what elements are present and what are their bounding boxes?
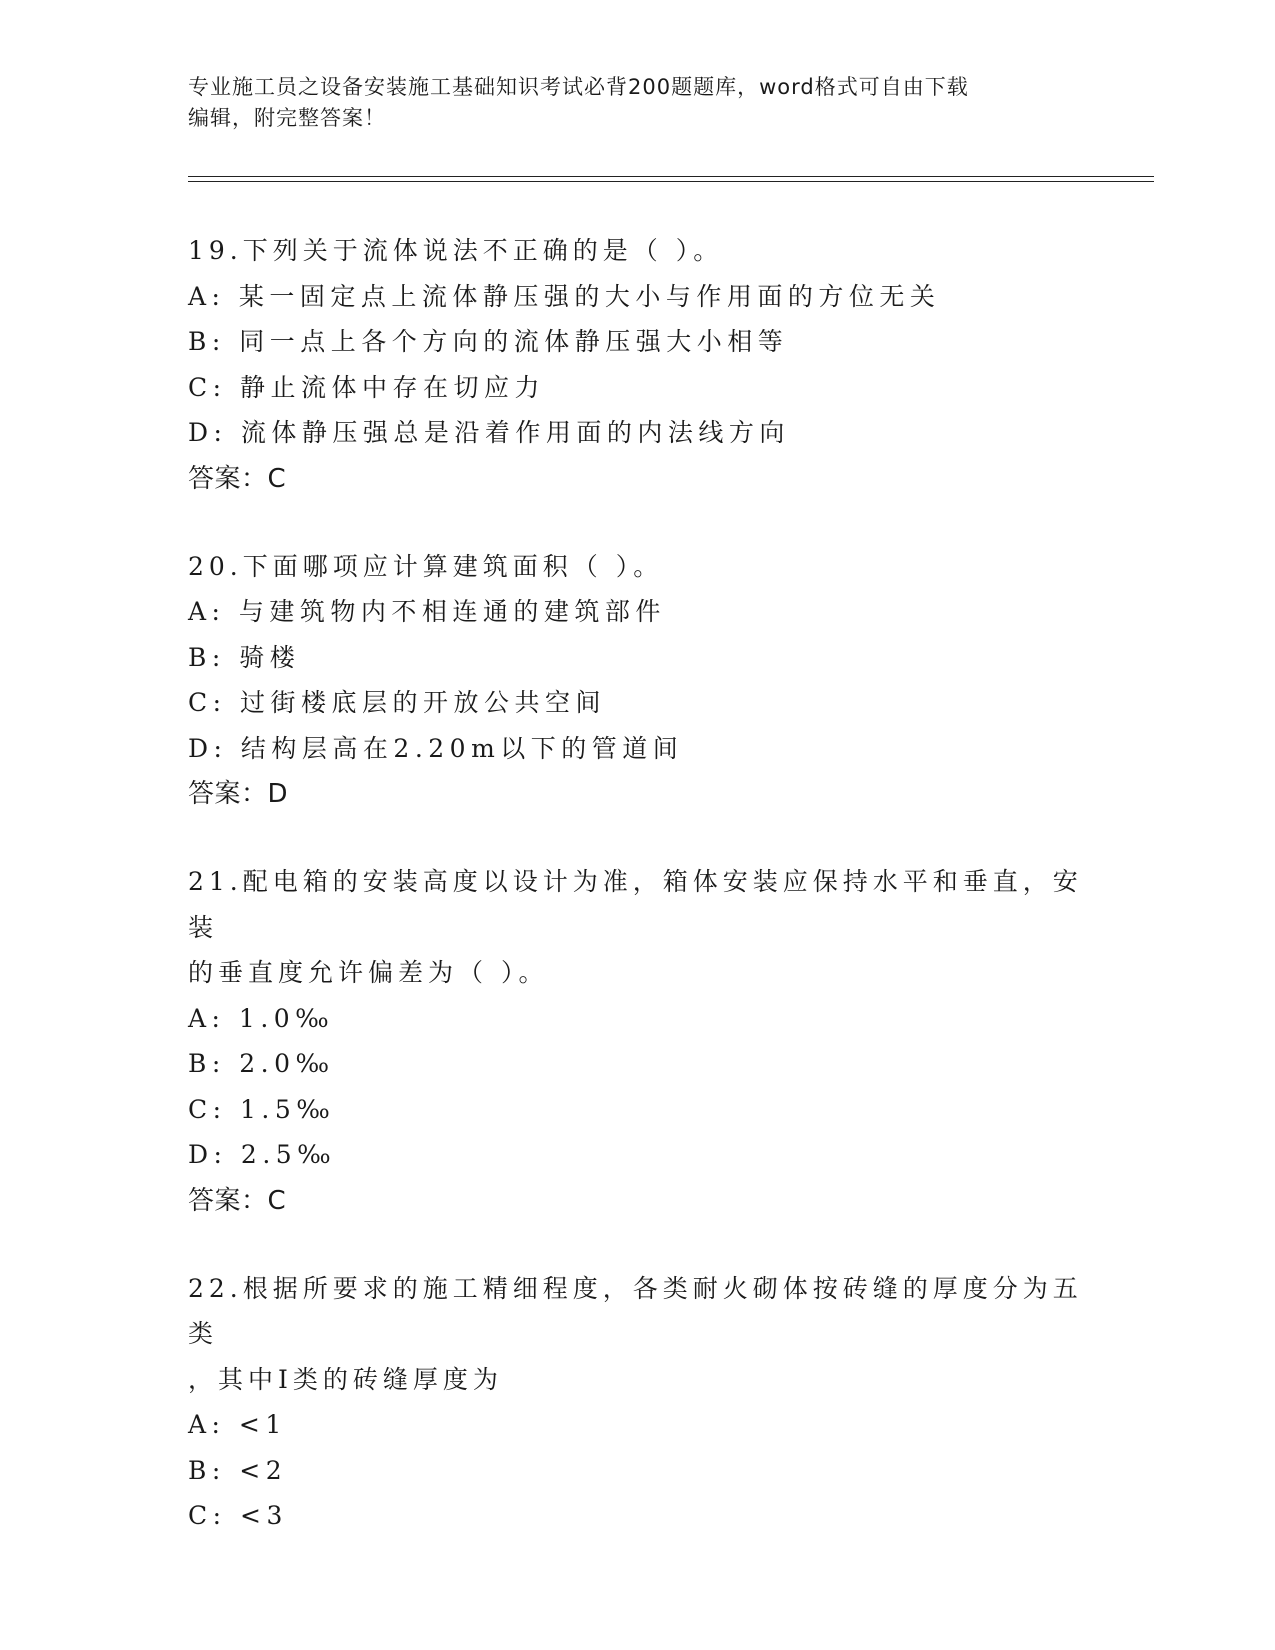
question-stem-line-2: ，其中Ⅰ类的砖缝厚度为: [188, 1364, 503, 1394]
document-header: [188, 72, 1088, 134]
answer-line: [188, 456, 1088, 502]
answer-line: [188, 1178, 1088, 1224]
question-21: [188, 859, 1088, 1224]
header-divider-bottom: [188, 181, 1154, 182]
answer-label: 答案：: [188, 463, 268, 494]
option-c: C: 1.5‰: [188, 1094, 336, 1124]
header-line-1: 专业施工员之设备安装施工基础知识考试必背200题题库，word格式可自由下载: [188, 75, 969, 99]
answer-value: C: [267, 463, 287, 494]
answer-value: D: [267, 779, 289, 809]
question-list: [188, 228, 1088, 1581]
option-c: C: <3: [188, 1501, 288, 1530]
question-stem-line-2: 的垂直度允许偏差为（ ）。: [188, 958, 549, 987]
option-b: B: 2.0‰: [188, 1049, 335, 1078]
question-stem-line-1: 21.配电箱的安装高度以设计为准，箱体安装应保持水平和垂直，安装: [188, 867, 1083, 942]
option-c: C: 静止流体中存在切应力: [188, 372, 545, 402]
option-a: A: 与建筑物内不相连通的建筑部件: [188, 597, 666, 626]
question-20: [188, 544, 1088, 818]
option-d: D: 结构层高在2.20m以下的管道间: [188, 733, 684, 763]
option-d: D: 2.5‰: [188, 1140, 337, 1169]
question-stem: 19.下列关于流体说法不正确的是（ ）。: [188, 236, 724, 265]
option-d: D: 流体静压强总是沿着作用面的内法线方向: [188, 418, 790, 447]
answer-label: 答案：: [188, 779, 268, 809]
option-a: A: 1.0‰: [188, 1003, 335, 1033]
option-a: A: 某一固定点上流体静压强的大小与作用面的方位无关: [188, 281, 941, 311]
header-line-2: 编辑，附完整答案！: [188, 106, 386, 130]
question-stem-line-1: 22.根据所要求的施工精细程度，各类耐火砌体按砖缝的厚度分为五类: [188, 1273, 1083, 1348]
answer-value: C: [267, 1185, 287, 1216]
answer-line: [188, 771, 1088, 817]
question-22: [188, 1266, 1088, 1539]
option-b: B: 骑楼: [188, 642, 301, 672]
answer-label: 答案：: [188, 1185, 268, 1216]
option-a: A: <1: [188, 1410, 287, 1439]
question-19: [188, 228, 1088, 502]
option-b: B: <2: [188, 1455, 288, 1485]
option-c: C: 过街楼底层的开放公共空间: [188, 688, 606, 717]
question-stem: 20.下面哪项应计算建筑面积（ ）。: [188, 551, 664, 581]
header-divider-top: [188, 176, 1154, 177]
option-b: B: 同一点上各个方向的流体静压强大小相等: [188, 327, 789, 356]
